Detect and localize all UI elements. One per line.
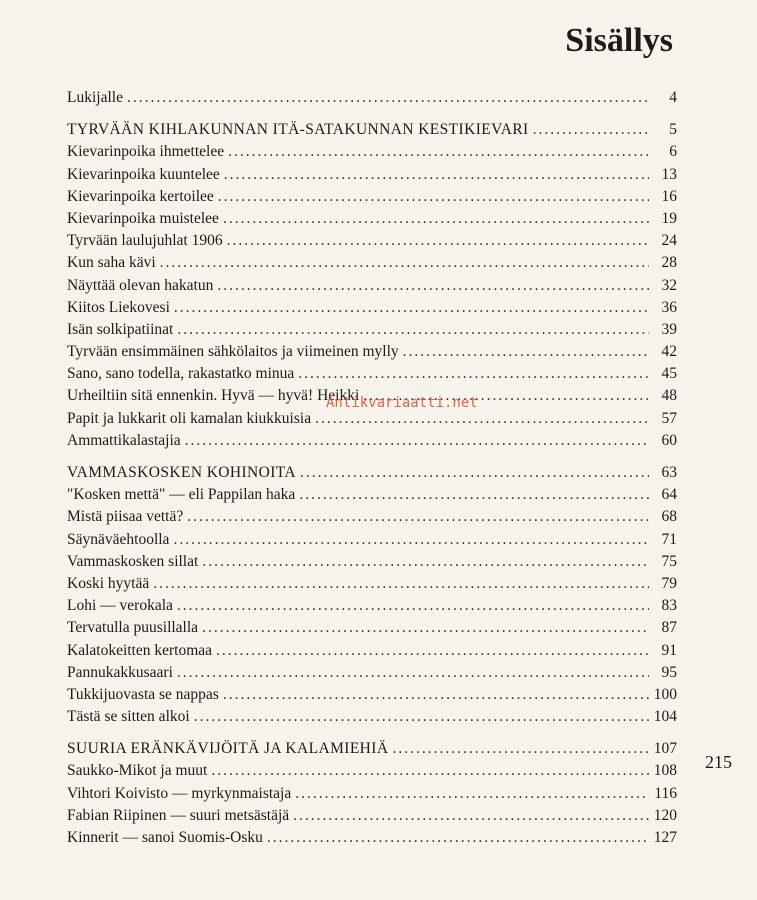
toc-entry-title: Kievarinpoika kertoilee bbox=[67, 187, 214, 205]
dot-leader bbox=[403, 341, 649, 363]
section-gap bbox=[67, 109, 677, 119]
toc-entry-title: Tästä se sitten alkoi bbox=[67, 708, 190, 726]
toc-entry-page: 107 bbox=[653, 740, 677, 758]
page-number: 215 bbox=[705, 752, 732, 772]
dot-leader bbox=[177, 319, 649, 341]
toc-entry-page: 127 bbox=[653, 829, 677, 846]
toc-entry-title: Kalatokeitten kertomaa bbox=[67, 641, 213, 659]
toc-entry-title: Fabian Riipinen — suuri metsästäjä bbox=[67, 806, 290, 824]
toc-entry-title: Tyrvään laulujuhlat 1906 bbox=[67, 232, 223, 250]
dot-leader bbox=[216, 640, 649, 662]
toc-entry-title: Papit ja lukkarit oli kamalan kiukkuisia bbox=[67, 409, 312, 427]
toc-entry bbox=[67, 363, 677, 385]
toc-entry-title: "Kosken mettä" — eli Pappilan haka bbox=[67, 486, 296, 504]
dot-leader bbox=[173, 529, 649, 551]
toc-entry-page: 104 bbox=[653, 708, 677, 726]
dot-leader bbox=[177, 662, 649, 684]
toc-entry bbox=[67, 706, 677, 728]
toc-entry-title: Tukkijuovasta se nappas bbox=[67, 685, 219, 703]
toc-entry-title: Lohi — verokala bbox=[67, 597, 173, 615]
dot-leader bbox=[300, 462, 649, 484]
toc-entry-page: 32 bbox=[661, 276, 677, 294]
toc-entry bbox=[67, 164, 677, 186]
section-gap bbox=[67, 452, 677, 462]
table-of-contents bbox=[67, 87, 677, 849]
dot-leader bbox=[267, 827, 649, 849]
toc-entry-title: Kiitos Liekovesi bbox=[67, 298, 170, 316]
toc-entry-title: Vammaskosken sillat bbox=[67, 552, 199, 570]
toc-entry-title: Kinnerit — sanoi Suomis-Osku bbox=[67, 829, 263, 846]
toc-section-heading bbox=[67, 462, 677, 484]
toc-entry-title: TYRVÄÄN KIHLAKUNNAN ITÄ-SATAKUNNAN KESTIKIEVARI bbox=[67, 121, 529, 139]
toc-entry-title: Lukijalle bbox=[67, 89, 123, 106]
dot-leader bbox=[153, 573, 649, 595]
toc-entry-title: Ammattikalastajia bbox=[67, 431, 181, 449]
toc-entry-title: Koski hyytää bbox=[67, 574, 150, 592]
toc-entry bbox=[67, 87, 677, 109]
dot-leader bbox=[127, 87, 649, 109]
toc-entry-title: Sano, sano todella, rakastatko minua bbox=[67, 365, 295, 383]
toc-entry-page: 79 bbox=[661, 574, 677, 592]
toc-entry-page: 120 bbox=[653, 806, 677, 824]
toc-entry bbox=[67, 341, 677, 363]
dot-leader bbox=[211, 760, 649, 782]
toc-entry bbox=[67, 760, 677, 782]
dot-leader bbox=[295, 783, 649, 805]
dot-leader bbox=[392, 738, 649, 760]
toc-section-heading bbox=[67, 119, 677, 141]
toc-entry bbox=[67, 684, 677, 706]
page-title: Sisällys bbox=[565, 22, 673, 59]
toc-entry bbox=[67, 484, 677, 506]
toc-entry bbox=[67, 208, 677, 230]
toc-entry-page: 16 bbox=[661, 187, 677, 205]
toc-entry-page: 42 bbox=[661, 343, 677, 361]
dot-leader bbox=[202, 617, 649, 639]
toc-entry-page: 91 bbox=[661, 641, 677, 659]
dot-leader bbox=[187, 506, 649, 528]
toc-entry-title: Säynäväehtoolla bbox=[67, 530, 170, 548]
toc-entry bbox=[67, 186, 677, 208]
toc-entry-page: 100 bbox=[653, 685, 677, 703]
toc-entry-title: Vihtori Koivisto — myrkynmaistaja bbox=[67, 784, 292, 802]
toc-entry-page: 13 bbox=[661, 165, 677, 183]
toc-entry-title: Tyrvään ensimmäinen sähkölaitos ja viimeinen mylly bbox=[67, 343, 399, 361]
toc-entry-page: 45 bbox=[661, 365, 677, 383]
toc-entry bbox=[67, 252, 677, 274]
dot-leader bbox=[223, 208, 649, 230]
dot-leader bbox=[227, 230, 649, 252]
toc-entry bbox=[67, 617, 677, 639]
toc-entry bbox=[67, 783, 677, 805]
toc-entry bbox=[67, 230, 677, 252]
toc-entry bbox=[67, 319, 677, 341]
dot-leader bbox=[177, 595, 649, 617]
toc-entry bbox=[67, 141, 677, 163]
toc-entry-title: Saukko-Mikot ja muut bbox=[67, 762, 208, 780]
toc-entry bbox=[67, 506, 677, 528]
dot-leader bbox=[299, 484, 649, 506]
toc-entry bbox=[67, 529, 677, 551]
toc-entry-page: 28 bbox=[661, 254, 677, 272]
toc-entry-title: Kievarinpoika muistelee bbox=[67, 209, 219, 227]
toc-entry-page: 48 bbox=[661, 387, 677, 405]
section-gap bbox=[67, 728, 677, 738]
toc-entry-page: 57 bbox=[661, 409, 677, 427]
dot-leader bbox=[160, 252, 649, 274]
toc-entry bbox=[67, 430, 677, 452]
toc-entry-page: 39 bbox=[661, 320, 677, 338]
toc-entry-title: Urheiltiin sitä ennenkin. Hyvä — hyvä! Heikki bbox=[67, 387, 360, 405]
toc-entry-page: 116 bbox=[654, 784, 677, 802]
toc-section-heading bbox=[67, 738, 677, 760]
toc-entry-page: 108 bbox=[653, 762, 677, 780]
toc-entry-title: Näyttää olevan hakatun bbox=[67, 276, 214, 294]
toc-entry-title: Kievarinpoika ihmettelee bbox=[67, 143, 225, 161]
toc-entry-page: 36 bbox=[661, 298, 677, 316]
toc-entry bbox=[67, 595, 677, 617]
toc-entry-page: 68 bbox=[661, 508, 677, 526]
dot-leader bbox=[224, 164, 649, 186]
toc-entry-page: 87 bbox=[661, 619, 677, 637]
toc-entry-title: VAMMASKOSKEN KOHINOITA bbox=[67, 464, 297, 481]
dot-leader bbox=[223, 684, 649, 706]
toc-entry-page: 19 bbox=[661, 209, 677, 227]
toc-entry bbox=[67, 297, 677, 319]
dot-leader bbox=[185, 430, 649, 452]
dot-leader bbox=[217, 275, 649, 297]
dot-leader bbox=[533, 119, 649, 141]
dot-leader bbox=[218, 186, 649, 208]
toc-entry-page: 63 bbox=[661, 464, 677, 481]
toc-entry-page: 71 bbox=[661, 530, 677, 548]
toc-entry-title: Kun saha kävi bbox=[67, 254, 156, 272]
dot-leader bbox=[194, 706, 649, 728]
toc-entry bbox=[67, 640, 677, 662]
toc-entry-page: 60 bbox=[661, 431, 677, 449]
toc-entry bbox=[67, 551, 677, 573]
toc-entry-title: Pannukakkusaari bbox=[67, 663, 173, 681]
toc-entry-page: 5 bbox=[669, 121, 677, 139]
toc-entry-title: Tervatulla puusillalla bbox=[67, 619, 199, 637]
toc-entry-page: 24 bbox=[661, 232, 677, 250]
dot-leader bbox=[293, 805, 649, 827]
toc-entry-page: 6 bbox=[669, 143, 677, 161]
toc-entry-page: 95 bbox=[661, 663, 677, 681]
toc-entry bbox=[67, 662, 677, 684]
toc-entry-page: 64 bbox=[661, 486, 677, 504]
toc-entry bbox=[67, 275, 677, 297]
dot-leader bbox=[228, 141, 649, 163]
dot-leader bbox=[174, 297, 649, 319]
toc-entry-title: Isän solkipatiinat bbox=[67, 320, 174, 338]
dot-leader bbox=[298, 363, 649, 385]
dot-leader bbox=[202, 551, 649, 573]
toc-entry bbox=[67, 805, 677, 827]
toc-entry-page: 4 bbox=[669, 89, 677, 106]
toc-entry-title: Mistä piisaa vettä? bbox=[67, 508, 184, 526]
toc-entry-page: 75 bbox=[661, 552, 677, 570]
toc-entry-page: 83 bbox=[661, 597, 677, 615]
toc-entry bbox=[67, 573, 677, 595]
watermark: Antikvariaatti.net bbox=[326, 395, 478, 411]
toc-entry-title: SUURIA ERÄNKÄVIJÖITÄ JA KALAMIEHIÄ bbox=[67, 740, 389, 758]
toc-entry-title: Kievarinpoika kuuntelee bbox=[67, 165, 220, 183]
toc-entry bbox=[67, 827, 677, 849]
